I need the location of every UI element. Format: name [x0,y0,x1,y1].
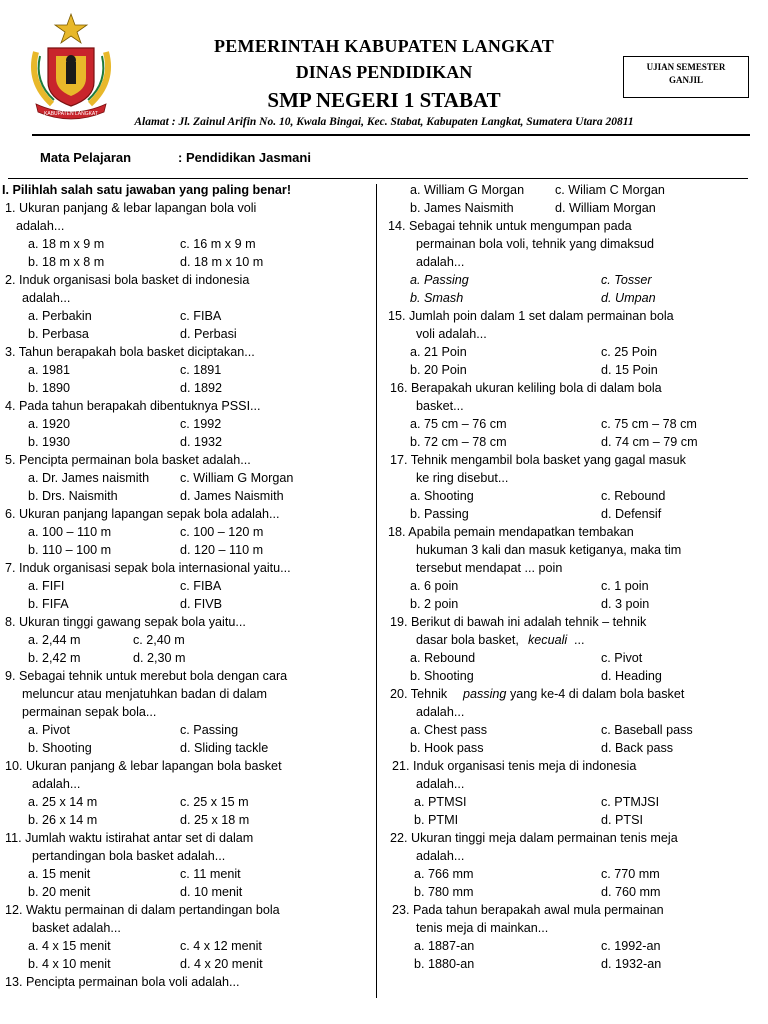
exam-text-line: a. 2,44 m [28,633,81,647]
exam-text-line: a. Dr. James naismith [28,471,150,485]
column-divider [376,184,377,998]
exam-text-line: b. 110 – 100 m [28,543,112,557]
exam-text-line: a. FIFI [28,579,65,593]
exam-text-line: ke ring disebut... [416,471,509,485]
exam-badge [623,56,749,98]
exam-text-line: a. 21 Poin [410,345,467,359]
exam-text-line: c. PTMJSI [601,795,660,809]
exam-text-line: c. 100 – 120 m [180,525,264,539]
exam-text-line: c. Passing [180,723,239,737]
exam-text-line: 12. Waktu permainan di dalam pertandingan bola [5,903,280,917]
exam-text-line: voli adalah... [416,327,487,341]
exam-text-line: c. FIBA [180,309,222,323]
exam-text-line: a. Shooting [410,489,474,503]
exam-text-line: b. FIFA [28,597,69,611]
exam-text-line: a. 100 – 110 m [28,525,112,539]
exam-text-line: d. 3 poin [601,597,650,611]
exam-text-line: d. 15 Poin [601,363,658,377]
exam-text-line: yang ke-4 di dalam bola basket [510,687,685,701]
exam-text-line: a. 6 poin [410,579,459,593]
header-address: Alamat : Jl. Zainul Arifin No. 10, Kwala Bingai, Kec. Stabat, Kabupaten Langkat, Sumatera Utara 20811 [134,116,634,128]
exam-text-line: b. 26 x 14 m [28,813,98,827]
exam-text-line: b. Shooting [410,669,474,683]
exam-text-line: c. 4 x 12 menit [180,939,262,953]
subject-divider [8,178,748,179]
exam-text-line: b. Perbasa [28,327,89,341]
exam-text-line: pertandingan bola basket adalah... [32,849,226,863]
exam-text-line: b. Passing [410,507,469,521]
header-department: DINAS PENDIDIKAN [295,62,473,82]
exam-text-line: c. 1992 [180,417,222,431]
exam-text-line: d. 2,30 m [133,651,186,665]
exam-text-line: a. 1887-an [414,939,475,953]
exam-text-line: d. 120 – 110 m [180,543,264,557]
exam-text-line: d. PTSI [601,813,643,827]
exam-text-line: 17. Tehnik mengambil bola basket yang gagal masuk [390,453,686,467]
exam-text-line: c. 16 m x 9 m [180,237,256,251]
exam-text-line: ... [574,633,585,647]
exam-text-line: 22. Ukuran tinggi meja dalam permainan tenis meja [390,831,678,845]
subject-label: Mata Pelajaran [40,150,132,165]
exam-text-line: 11. Jumlah waktu istirahat antar set di dalam [5,831,254,845]
exam-text-line: a. 1920 [28,417,71,431]
exam-text-line: 4. Pada tahun berapakah dibentuknya PSSI... [5,399,261,413]
exam-text-line: a. 18 m x 9 m [28,237,105,251]
exam-text-line: adalah... [32,777,81,791]
header-divider [32,134,750,136]
exam-text-line: d. James Naismith [180,489,284,503]
exam-text-line: d. 10 menit [180,885,243,899]
exam-text-line: c. 770 mm [601,867,660,881]
exam-text-line: c. Wiliam C Morgan [555,183,665,197]
exam-text-line: b. Smash [410,291,464,305]
exam-text-line: b. 2,42 m [28,651,81,665]
exam-text-line: c. FIBA [180,579,222,593]
exam-text-line: d. 25 x 18 m [180,813,250,827]
exam-text-line: adalah... [16,219,65,233]
exam-text-line: a. PTMSI [414,795,467,809]
exam-text-line: 19. Berikut di bawah ini adalah tehnik – tehnik [390,615,647,629]
exam-text-line: b. 20 menit [28,885,91,899]
exam-text-line: permainan bola voli, tehnik yang dimaksud [416,237,655,251]
exam-text-line: a. Rebound [410,651,476,665]
exam-text-line: basket... [416,399,464,413]
exam-text-line: d. 74 cm – 79 cm [601,435,698,449]
exam-text-line: d. 1932 [180,435,223,449]
exam-text-line: 13. Pencipta permainan bola voli adalah... [5,975,240,989]
exam-text-line: b. 1890 [28,381,71,395]
exam-text-line: 15. Jumlah poin dalam 1 set dalam permainan bola [388,309,674,323]
exam-text-line: c. 11 menit [180,867,241,881]
exam-text-line: a. 766 mm [414,867,474,881]
exam-text-line: 2. Induk organisasi bola basket di indonesia [5,273,250,287]
exam-text-line: c. 1 poin [601,579,649,593]
exam-text-line: b. Shooting [28,741,92,755]
exam-text-line: meluncur atau menjatuhkan badan di dalam [22,687,268,701]
exam-text-line: 9. Sebagai tehnik untuk merebut bola dengan cara [5,669,288,683]
exam-text-line: d. Heading [601,669,662,683]
exam-text-line: a. 15 menit [28,867,91,881]
exam-text-line: 23. Pada tahun berapakah awal mula permainan [392,903,664,917]
exam-text-line: c. 25 x 15 m [180,795,249,809]
exam-text-line: 6. Ukuran panjang lapangan sepak bola adalah... [5,507,280,521]
exam-text-line: passing [463,687,507,701]
exam-text-line: 16. Berapakah ukuran keliling bola di dalam bola [390,381,662,395]
exam-badge-line2: GANJIL [668,75,703,85]
exam-text-line: d. Umpan [601,291,656,305]
exam-text-line: d. 760 mm [601,885,661,899]
exam-text-line: hukuman 3 kali dan masuk ketiganya, maka tim [416,543,682,557]
exam-text-line: d. 18 m x 10 m [180,255,264,269]
exam-text-line: b. 1930 [28,435,71,449]
exam-text-line: 7. Induk organisasi sepak bola internasional yaitu... [5,561,291,575]
exam-text-line: d. Perbasi [180,327,237,341]
exam-text-line: a. Pivot [28,723,70,737]
exam-text-line: 14. Sebagai tehnik untuk mengumpan pada [388,219,632,233]
exam-text-line: b. 1880-an [414,957,475,971]
exam-text-line: b. Drs. Naismith [28,489,118,503]
subject-value: : Pendidikan Jasmani [178,150,311,165]
header-school: SMP NEGERI 1 STABAT [267,88,501,112]
exam-text-line: d. William Morgan [555,201,656,215]
exam-text-line: dasar bola basket, [416,633,519,647]
exam-text-line: a. Chest pass [410,723,488,737]
exam-text-line: d. 1892 [180,381,223,395]
exam-text-line: a. 75 cm – 76 cm [410,417,507,431]
exam-text-line: adalah... [416,705,465,719]
exam-text-line: 21. Induk organisasi tenis meja di indonesia [392,759,637,773]
exam-text-line: 8. Ukuran tinggi gawang sepak bola yaitu... [5,615,246,629]
exam-text-line: b. PTMI [414,813,459,827]
exam-text-line: b. James Naismith [410,201,514,215]
exam-text-line: c. Tosser [601,273,652,287]
exam-text-line: 3. Tahun berapakah bola basket diciptakan... [5,345,255,359]
exam-badge-line1: UJIAN SEMESTER [646,62,726,72]
exam-text-line: b. 18 m x 8 m [28,255,105,269]
exam-text-line: d. Back pass [601,741,674,755]
exam-text-line: c. Pivot [601,651,643,665]
exam-text-line: d. Sliding tackle [180,741,269,755]
exam-text-line: adalah... [22,291,71,305]
exam-text-line: a. William G Morgan [410,183,525,197]
exam-text-line: c. Rebound [601,489,666,503]
header-government: PEMERINTAH KABUPATEN LANGKAT [213,36,555,56]
exam-text-line: c. William G Morgan [180,471,294,485]
exam-text-line: d. 1932-an [601,957,662,971]
exam-text-line: 1. Ukuran panjang & lebar lapangan bola voli [5,201,257,215]
exam-text-line: b. 2 poin [410,597,459,611]
exam-text-line: tenis meja di mainkan... [416,921,549,935]
exam-text-line: d. FIVB [180,597,222,611]
exam-text-line: 5. Pencipta permainan bola basket adalah... [5,453,251,467]
exam-text-line: c. 75 cm – 78 cm [601,417,697,431]
exam-text-line: a. Perbakin [28,309,92,323]
exam-text-line: a. 25 x 14 m [28,795,98,809]
exam-text-line: c. 2,40 m [133,633,185,647]
exam-text-line: c. Baseball pass [601,723,693,737]
exam-text-line: tersebut mendapat ... poin [416,561,563,575]
exam-text-line: adalah... [416,777,465,791]
exam-text-line: b. 72 cm – 78 cm [410,435,507,449]
exam-text-line: c. 1891 [180,363,222,377]
exam-text-line: b. 20 Poin [410,363,467,377]
exam-text-line: basket adalah... [32,921,121,935]
exam-text-line: a. 4 x 15 menit [28,939,111,953]
exam-text-line: b. 4 x 10 menit [28,957,111,971]
exam-text-line: a. Passing [410,273,469,287]
exam-text-line: b. 780 mm [414,885,474,899]
exam-text-line: adalah... [416,849,465,863]
exam-text-line: permainan sepak bola... [22,705,157,719]
exam-text-line: c. 25 Poin [601,345,658,359]
exam-text-line: b. Hook pass [410,741,484,755]
exam-text-line: I. Pilihlah salah satu jawaban yang paling benar! [2,183,292,197]
exam-text-line: a. 1981 [28,363,71,377]
exam-text-line: kecuali [528,633,568,647]
exam-text-line: 20. Tehnik [390,687,448,701]
exam-text-line: 10. Ukuran panjang & lebar lapangan bola basket [5,759,282,773]
exam-text-line: d. Defensif [601,507,662,521]
logo-ribbon-text: KABUPATEN LANGKAT [44,111,98,117]
exam-text-line: 18. Apabila pemain mendapatkan tembakan [388,525,634,539]
exam-text-line: d. 4 x 20 menit [180,957,263,971]
exam-text-line: adalah... [416,255,465,269]
exam-text-line: c. 1992-an [601,939,661,953]
